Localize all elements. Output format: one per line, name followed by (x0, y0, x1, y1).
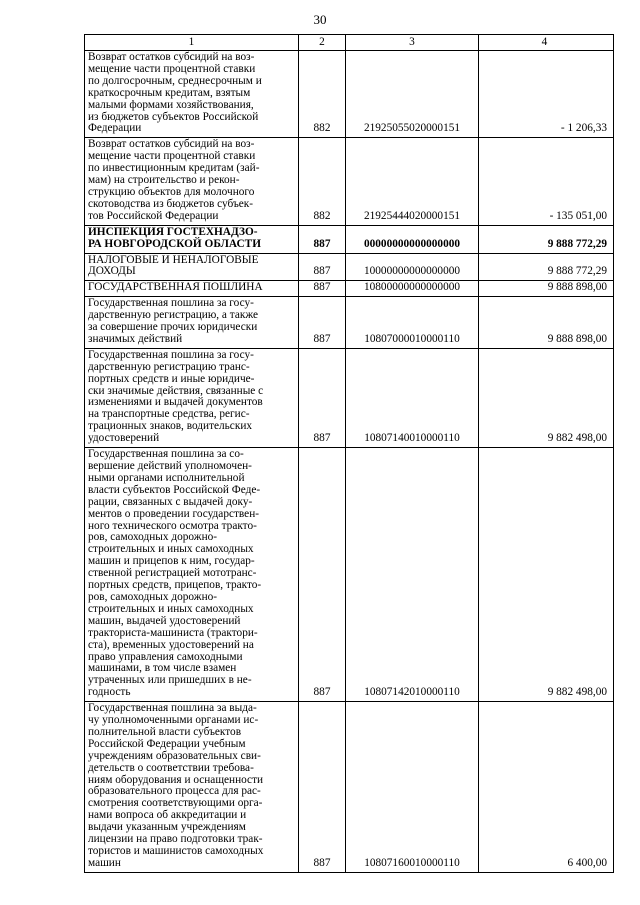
table-row (85, 702, 614, 873)
table-row (85, 225, 614, 253)
row-admin-code-cell (299, 225, 346, 253)
row-classification-code-cell (346, 281, 479, 297)
row-name-cell (85, 138, 299, 225)
row-classification-code-cell (346, 253, 479, 281)
row-amount-text: 9 882 498,00 (547, 686, 607, 699)
row-name-text: ГОСУДАРСТВЕННАЯ ПОШЛИНА (88, 281, 263, 294)
row-name-cell (85, 281, 299, 297)
row-name-text: Государственная пошлина за со- вершение действий уполномочен- ными органами исполнительной власти субъектов Российской Феде- рации, связанных с выдачей доку- ментов о проведении государствен- ного технического осмотра тракто- ров, самоходных дорожно- строительных и иных самоходных машин и прицепов к ним, государ- ственной регистрацией мототранс- портных средств, прицепов, тракто- ров, самоходных дорожно- строительных и иных самоходных машин, выдачей удостоверений тракториста-машиниста (трактори- ста), временных удостоверений на право управления самоходными машинами, в том числе взамен утраченных или пришедших в не- годность (88, 448, 262, 699)
row-amount-text: 9 888 898,00 (547, 281, 607, 294)
column-header-1: 1 (85, 35, 299, 51)
column-header-3: 3 (346, 35, 479, 51)
row-name-text: Возврат остатков субсидий на воз- мещение части процентной ставки по долгосрочным, среднесрочным и краткосрочным кредитам, взятым малыми формами хозяйствования, из бюджетов субъектов Российской Федерации (88, 51, 262, 135)
row-admin-code-cell (299, 253, 346, 281)
row-amount-cell (479, 281, 614, 297)
column-header-4: 4 (479, 35, 614, 51)
row-name-cell (85, 253, 299, 281)
row-admin-code-text: 887 (313, 332, 331, 345)
table-row (85, 297, 614, 349)
row-name-text: Государственная пошлина за выда- чу уполномоченными органами ис- полнительной власти субъектов Российской Федерации учебным учреждениям образовательных сви- детельств о соответствии требова- ниям оборудования и оснащенности образовательного процесса для рас- смотрения соответствующими орга- нами вопроса об аккредитации и выдачи указанным учреждениям лицензии на право подготовки трак- тористов и машинистов самоходных машин (88, 702, 264, 869)
row-admin-code-text: 887 (313, 856, 331, 869)
row-classification-code-cell (346, 51, 479, 138)
row-admin-code-text: 882 (313, 122, 331, 135)
table-row (85, 281, 614, 297)
page-number: 30 (313, 12, 327, 27)
row-amount-text: 9 888 772,29 (547, 265, 607, 278)
row-classification-code-cell (346, 348, 479, 447)
row-classification-code-cell (346, 225, 479, 253)
row-name-text: ИНСПЕКЦИЯ ГОСТЕХНАДЗО- РА НОВГОРОДСКОЙ ОБЛАСТИ (88, 225, 262, 250)
row-name-cell (85, 225, 299, 253)
row-amount-text: 9 882 498,00 (547, 432, 607, 445)
table-row (85, 138, 614, 225)
row-classification-code-text: 10807000010000110 (364, 332, 460, 345)
row-admin-code-text: 887 (313, 237, 331, 250)
row-amount-text: 9 888 772,29 (547, 237, 607, 250)
row-classification-code-text: 21925444020000151 (363, 209, 461, 222)
row-name-cell (85, 448, 299, 702)
row-name-text: Возврат остатков субсидий на воз- мещение части процентной ставки по инвестиционным кредитам (зай- мам) на строительство и рекон- струкцию объектов для молочного скотоводства из бюджетов субъек- тов Российской Федерации (88, 138, 260, 222)
row-classification-code-cell (346, 448, 479, 702)
row-admin-code-text: 887 (313, 265, 331, 278)
row-amount-cell (479, 702, 614, 873)
table-row (85, 51, 614, 138)
row-admin-code-cell (299, 348, 346, 447)
row-amount-cell (479, 225, 614, 253)
row-amount-cell (479, 253, 614, 281)
table-row (85, 253, 614, 281)
row-name-text: Государственная пошлина за госу- дарственную регистрацию, а также за совершение прочих юридически значимых действий (88, 297, 259, 345)
row-admin-code-text: 882 (313, 209, 331, 222)
row-name-cell (85, 51, 299, 138)
row-name-text: Государственная пошлина за госу- дарственную регистрацию транс- портных средств и иные юридиче- ски значимые действия, связанные с изменениями и выдачей документов на транспортные средства, регис- трационных знаков, водительских удостоверений (88, 348, 264, 445)
row-admin-code-text: 887 (313, 281, 331, 294)
table-row (85, 448, 614, 702)
row-admin-code-cell (299, 138, 346, 225)
row-amount-cell (479, 297, 614, 349)
row-amount-text: 9 888 898,00 (547, 332, 607, 345)
row-admin-code-cell (299, 297, 346, 349)
row-admin-code-cell (299, 702, 346, 873)
row-admin-code-cell (299, 51, 346, 138)
row-admin-code-text: 887 (313, 686, 331, 699)
row-amount-cell (479, 51, 614, 138)
row-amount-text: 6 400,00 (567, 856, 607, 869)
row-amount-cell (479, 138, 614, 225)
table-header-row (85, 35, 614, 51)
row-classification-code-cell (346, 702, 479, 873)
row-amount-cell (479, 348, 614, 447)
row-amount-text: - 1 206,33 (560, 122, 607, 135)
row-classification-code-text: 10807160010000110 (364, 856, 460, 869)
row-classification-code-text: 10000000000000000 (363, 265, 461, 278)
revenue-table (84, 34, 614, 873)
row-admin-code-text: 887 (313, 432, 331, 445)
row-admin-code-cell (299, 281, 346, 297)
row-classification-code-text: 10807140010000110 (364, 432, 460, 445)
row-name-cell (85, 702, 299, 873)
column-header-2: 2 (299, 35, 346, 51)
row-name-cell (85, 297, 299, 349)
row-amount-cell (479, 448, 614, 702)
row-classification-code-text: 10800000000000000 (363, 281, 461, 294)
row-classification-code-cell (346, 297, 479, 349)
row-classification-code-text: 21925055020000151 (363, 122, 461, 135)
table-row (85, 348, 614, 447)
row-classification-code-text: 10807142010000110 (364, 686, 460, 699)
row-classification-code-cell (346, 138, 479, 225)
row-classification-code-text: 00000000000000000 (363, 237, 461, 250)
row-name-cell (85, 348, 299, 447)
row-admin-code-cell (299, 448, 346, 702)
row-name-text: НАЛОГОВЫЕ И НЕНАЛОГОВЫЕ ДОХОДЫ (88, 253, 259, 278)
row-amount-text: - 135 051,00 (549, 209, 607, 222)
